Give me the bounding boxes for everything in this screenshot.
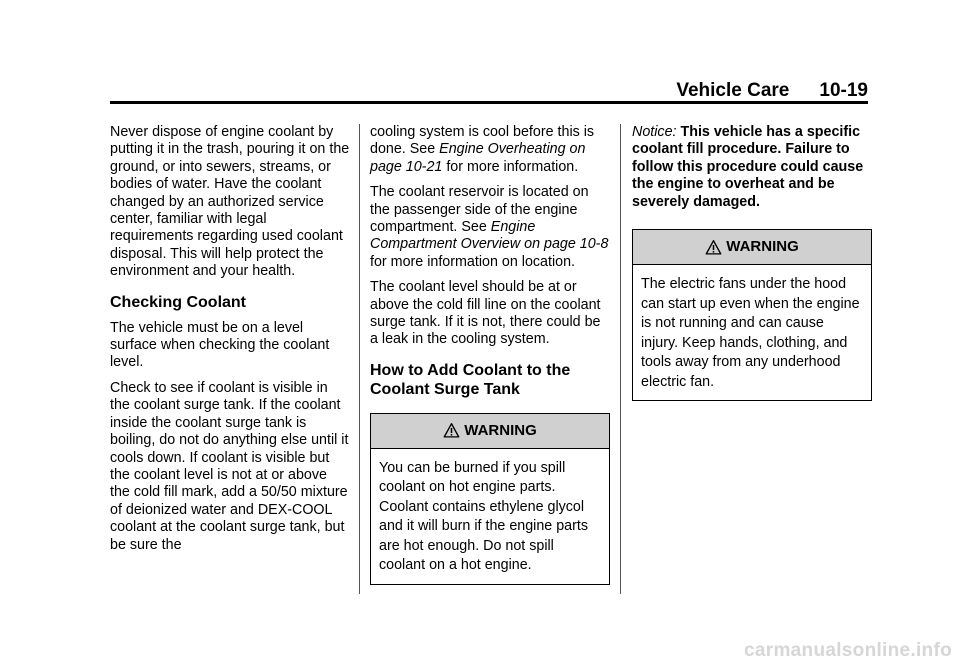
warning-triangle-icon — [705, 239, 722, 256]
column-2 — [370, 124, 610, 585]
check-coolant-paragraph: Check to see if coolant is visible in the coolant surge tank. If the coolant inside the coolant surge tank is boiling, do not do anything else until it cools down. If coolant is visible but the coolant level is not at or above the cold fill mark, add a 50/50 mixture of deionized water and DEX-COOL coolant at the coolant surge tank, but be sure the — [110, 379, 349, 553]
xref-engine-overheating[interactable]: Engine Overheating on page 10-21 — [370, 141, 586, 175]
reservoir-location-paragraph: The coolant reservoir is located on the passenger side of the engine compartment. See Engine Compartment Overview on page 10-8 for more information on location. — [370, 184, 609, 270]
warning-box-burn — [370, 413, 610, 585]
section-heading-checking-coolant: Checking Coolant — [110, 293, 247, 311]
section-heading-add-coolant: How to Add Coolant to the Coolant Surge Tank — [370, 361, 571, 398]
warning-header — [371, 414, 609, 449]
watermark: carmanualsonline.info — [744, 640, 952, 661]
notice-paragraph — [632, 124, 872, 211]
warning-header — [633, 230, 871, 265]
page-number: 10-19 — [819, 80, 868, 101]
level-surface-paragraph: The vehicle must be on a level surface when checking the coolant level. — [110, 319, 330, 371]
cool-before-paragraph: cooling system is cool before this is done. See Engine Overheating on page 10-21 for more information. — [370, 124, 595, 175]
section-title: Vehicle Care — [676, 80, 790, 101]
warning-triangle-icon — [443, 422, 460, 439]
xref-engine-compartment-overview[interactable]: Engine Compartment Overview on page 10-8 — [370, 219, 609, 253]
column-3 — [632, 124, 872, 401]
page-header — [110, 80, 868, 102]
column-divider — [359, 124, 360, 594]
column-divider — [620, 124, 621, 594]
warning-text: You can be burned if you spill coolant on hot engine parts. Coolant contains ethylene glycol and it will burn if the engine parts are hot enough. Do not spill coolant on a hot engine. — [379, 459, 589, 574]
coolant-level-paragraph: The coolant level should be at or above the cold fill line on the coolant surge tank. If it is not, there could be a leak in the cooling system. — [370, 279, 601, 348]
warning-text: The electric fans under the hood can start up even when the engine is not running and can cause injury. Keep hands, clothing, and tools away from any underhood electric fan. — [641, 276, 860, 390]
notice-label: Notice: — [632, 124, 677, 140]
disposal-paragraph: Never dispose of engine coolant by putting it in the trash, pouring it on the ground, or into sewers, streams, or bodies of water. Have the coolant changed by an authorized service center, familiar with legal requirements regarding used coolant disposal. This will help protect the environment and your health. — [110, 124, 350, 280]
warning-title: WARNING — [464, 422, 537, 440]
warning-title: WARNING — [726, 238, 799, 256]
warning-box-electric-fans — [632, 229, 872, 401]
header-rule — [110, 101, 868, 104]
column-1 — [110, 124, 350, 562]
notice-text: This vehicle has a specific coolant fill procedure. Failure to follow this procedure could cause the engine to overheat and be severely damaged. — [632, 124, 864, 210]
